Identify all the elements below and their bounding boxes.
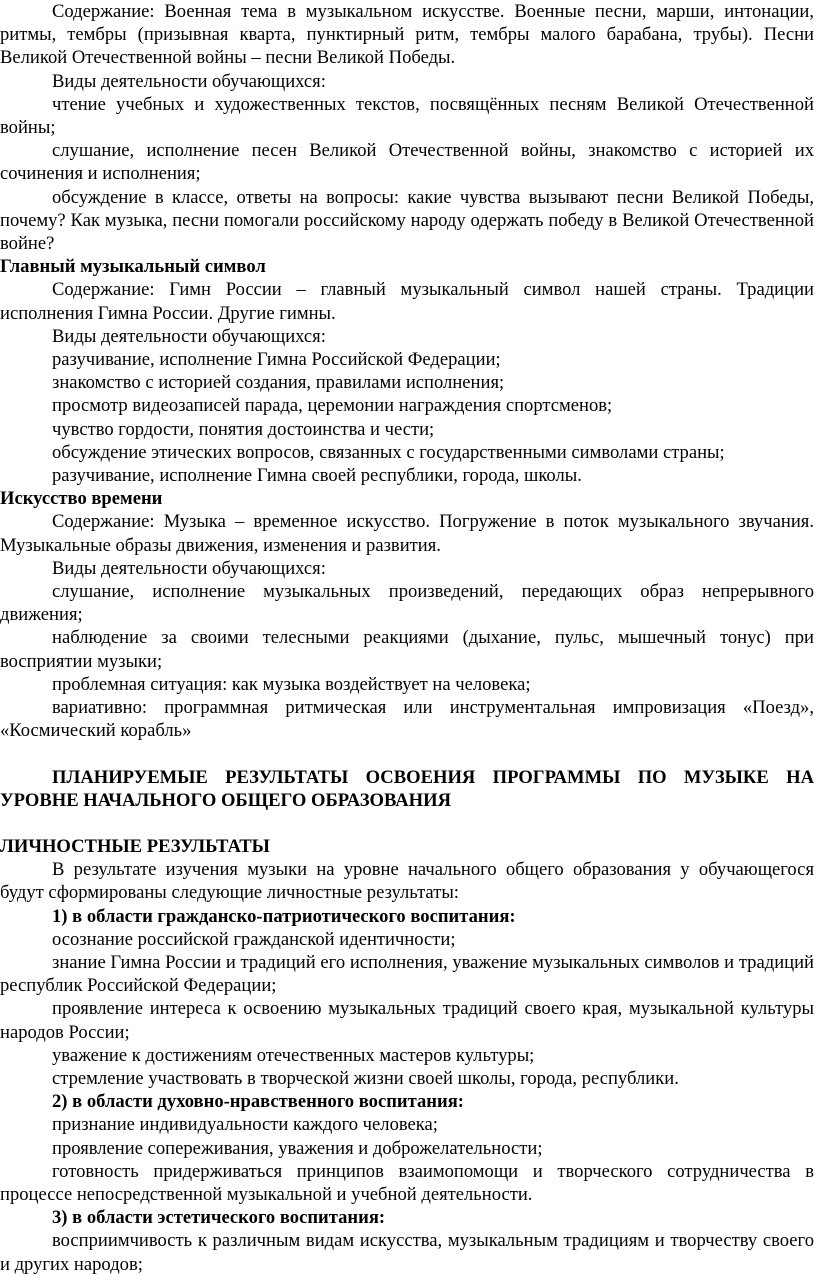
activities-heading: Виды деятельности обучающихся: (52, 70, 326, 92)
list-item: готовность придерживаться принципов взаимопомощи и творческого сотрудничества в процессе непосредственной музыкальной и учебной деятельности. (0, 1160, 814, 1205)
list-item: обсуждение в классе, ответы на вопросы: какие чувства вызывают песни Великой Победы, почему? Как музыка, песни помогали российскому народу одержать победу в Великой Отечественной войне? (0, 186, 814, 255)
list-item: осознание российской гражданской идентичности; (52, 928, 456, 950)
section-heading: ЛИЧНОСТНЫЕ РЕЗУЛЬТАТЫ (0, 835, 270, 857)
content-paragraph: Содержание: Военная тема в музыкальном искусстве. Военные песни, марши, интонации, ритмы, тембры (призывная кварта, пунктирный ритм, тембры малого барабана, трубы). Песни Великой Отечественной войны – песни Великой Победы. (0, 1, 814, 69)
subsection-heading: 1) в области гражданско-патриотического воспитания: (52, 905, 516, 927)
list-item: чувство гордости, понятия достоинства и чести; (52, 418, 435, 440)
section-heading: Искусство времени (0, 488, 163, 510)
list-item: стремление участвовать в творческой жизни своей школы, города, республики. (52, 1067, 679, 1089)
list-item: вариативно: программная ритмическая или инструментальная импровизация «Поезд», «Космический корабль» (0, 697, 814, 742)
list-item: наблюдение за своими телесными реакциями (дыхание, пульс, мышечный тонус) при восприятии музыки; (0, 627, 814, 672)
content-paragraph: Содержание: Гимн России – главный музыкальный символ нашей страны. Традиции исполнения Гимна России. Другие гимны. (0, 279, 814, 324)
activities-heading: Виды деятельности обучающихся: (52, 557, 326, 579)
spacer (0, 812, 814, 835)
chapter-title: ПЛАНИРУЕМЫЕ РЕЗУЛЬТАТЫ ОСВОЕНИЯ ПРОГРАММЫ ПО МУЗЫКЕ НА УРОВНЕ НАЧАЛЬНОГО ОБЩЕГО ОБРАЗОВАНИЯ (0, 766, 814, 811)
list-item: просмотр видеозаписей парада, церемонии награждения спортсменов; (52, 395, 613, 417)
list-item: проблемная ситуация: как музыка воздействует на человека; (52, 673, 531, 695)
content-paragraph: В результате изучения музыки на уровне начального общего образования у обучающегося будут сформированы следующие личностные результаты: (0, 859, 814, 904)
list-item: обсуждение этических вопросов, связанных с государственными символами страны; (52, 441, 725, 463)
list-item: слушание, исполнение музыкальных произведений, передающих образ непрерывного движения; (0, 581, 814, 626)
list-item: разучивание, исполнение Гимна Российской Федерации; (52, 349, 501, 371)
activities-heading: Виды деятельности обучающихся: (52, 325, 326, 347)
list-item: знакомство с историей создания, правилами исполнения; (52, 372, 505, 394)
list-item: разучивание, исполнение Гимна своей республики, города, школы. (52, 465, 582, 487)
list-item: проявление сопереживания, уважения и доброжелательности; (52, 1137, 543, 1159)
subsection-heading: 3) в области эстетического воспитания: (52, 1207, 386, 1229)
list-item: знание Гимна России и традиций его исполнения, уважение музыкальных символов и традиций республик Российской Федерации; (0, 951, 814, 997)
list-item: проявление интереса к освоению музыкальных традиций своего края, музыкальной культуры народов России; (0, 998, 814, 1043)
list-item: признание индивидуальности каждого человека; (52, 1114, 438, 1136)
list-item: слушание, исполнение песен Великой Отечественной войны, знакомство с историей их сочинения и исполнения; (0, 140, 814, 185)
content-paragraph: Содержание: Музыка – временное искусство. Погружение в поток музыкального звучания. Музыкальные образы движения, изменения и развития. (0, 511, 814, 556)
subsection-heading: 2) в области духовно-нравственного воспитания: (52, 1091, 464, 1113)
list-item: восприимчивость к различным видам искусства, музыкальным традициям и творчеству своего и других народов; (0, 1230, 814, 1275)
list-item: чтение учебных и художественных текстов, посвящённых песням Великой Отечественной войны; (0, 93, 814, 139)
list-item: уважение к достижениям отечественных мастеров культуры; (52, 1044, 535, 1066)
spacer (0, 743, 814, 766)
section-heading: Главный музыкальный символ (0, 256, 266, 278)
